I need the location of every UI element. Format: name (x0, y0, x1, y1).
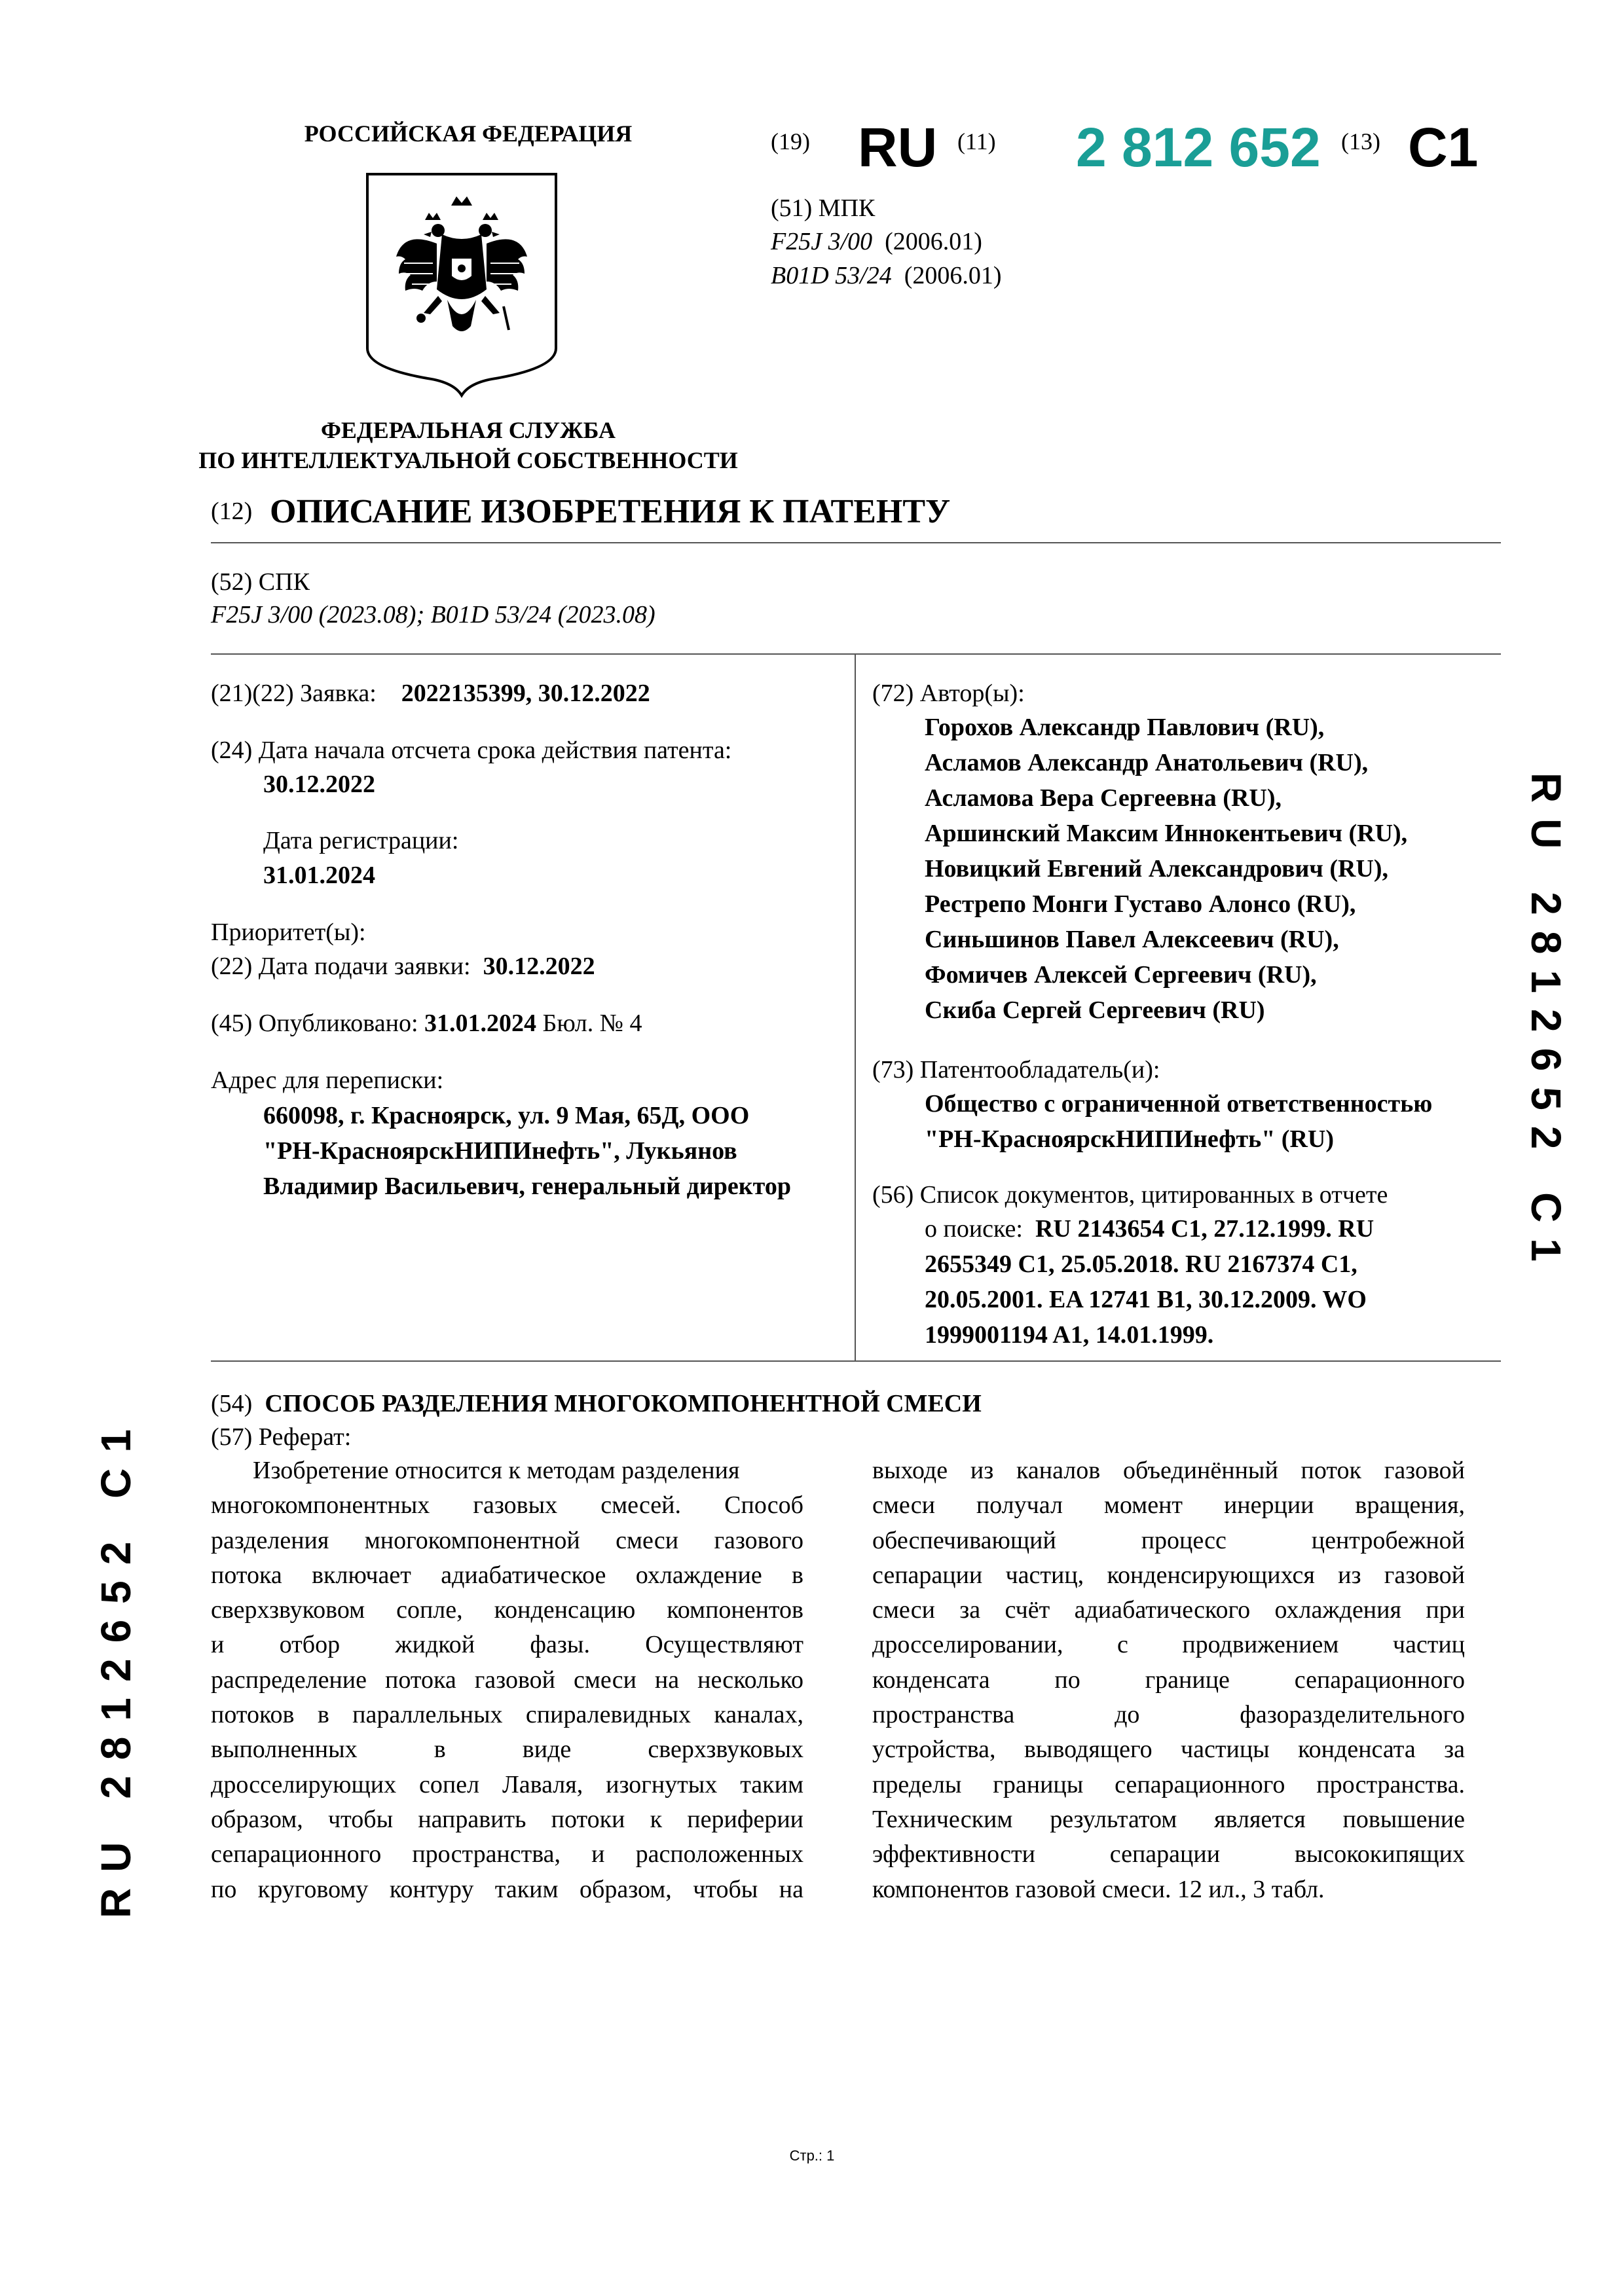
holder-line: Общество с ограниченной ответственностью (925, 1090, 1433, 1118)
holder-label: (73) Патентообладатель(и): (872, 1056, 1160, 1084)
doc-type-title: ОПИСАНИЕ ИЗОБРЕТЕНИЯ К ПАТЕНТУ (270, 493, 951, 530)
ipc-code: F25J 3/00 (771, 228, 873, 255)
cited-label: (56) Список документов, цитированных в отчете (872, 1181, 1388, 1209)
abstract-line: компонентов газовой смеси. 12 ил., 3 табл. (872, 1875, 1325, 1903)
filing-row (211, 949, 595, 984)
registration-label: Дата регистрации: (263, 827, 459, 854)
address-block (263, 1098, 791, 1204)
doc-type-code: (12) (211, 498, 253, 525)
column-divider (855, 653, 856, 1360)
author-item: Аршинский Максим Иннокентьевич (RU), (925, 820, 1408, 847)
invention-title: СПОСОБ РАЗДЕЛЕНИЯ МНОГОКОМПОНЕНТНОЙ СМЕСИ (265, 1390, 982, 1417)
abstract-line: образом, чтобы направить потоки к периферии (211, 1805, 803, 1833)
abstract-line: и отбор жидкой фазы. Осуществляют (211, 1631, 803, 1659)
published-value: 31.01.2024 (424, 1010, 537, 1037)
abstract-line: пределы границы сепарационного пространства. (872, 1770, 1465, 1798)
divider (211, 542, 1501, 543)
abstract-line: пространства до фазоразделительного (872, 1701, 1465, 1729)
cited-line: 1999001194 A1, 14.01.1999. (925, 1321, 1214, 1349)
abstract-line: смеси за счёт адиабатического охлаждения при (872, 1596, 1465, 1624)
side-label-right: RU 2812652 C1 (1522, 773, 1570, 1277)
kind-code: C1 (1408, 117, 1479, 178)
author-item: Рестрепо Монги Густаво Алонсо (RU), (925, 890, 1356, 918)
application-value: 2022135399, 30.12.2022 (401, 680, 650, 707)
holder-block (925, 1086, 1432, 1157)
bulletin: Бюл. № 4 (542, 1010, 642, 1037)
ipc-item (771, 258, 1002, 293)
term-start-value: 30.12.2022 (263, 771, 375, 798)
agency-line-1: ФЕДЕРАЛЬНАЯ СЛУЖБА (321, 417, 616, 443)
author-item: Горохов Александр Павлович (RU), (925, 714, 1325, 741)
author-item: Новицкий Евгений Александрович (RU), (925, 855, 1389, 883)
divider (211, 653, 1501, 655)
abstract-line: смеси получал момент инерции вращения, (872, 1491, 1465, 1520)
author-item: Асламов Александр Анатольевич (RU), (925, 749, 1369, 776)
cited-prefix: о поиске: (925, 1215, 1023, 1243)
term-start-label: (24) Дата начала отсчета срока действия патента: (211, 737, 732, 764)
ipc-label: (51) МПК (771, 194, 876, 222)
cited-text: RU 2143654 C1, 27.12.1999. RU (1035, 1215, 1375, 1243)
address-label: Адрес для переписки: (211, 1066, 444, 1094)
abstract-label: (57) Реферат: (211, 1423, 352, 1451)
holder-line: "РН-КрасноярскНИПИнефть" (RU) (925, 1125, 1334, 1153)
abstract-line: сепарации частиц, конденсирующихся из газовой (872, 1561, 1465, 1589)
application-row (211, 676, 650, 711)
title-code: (54) (211, 1390, 253, 1417)
published-label: (45) Опубликовано: (211, 1010, 418, 1037)
abstract-line: разделения многокомпонентной смеси газового (211, 1526, 803, 1554)
abstract-line: Техническим результатом является повышение (872, 1805, 1465, 1833)
author-item: Фомичев Алексей Сергеевич (RU), (925, 961, 1317, 989)
author-item: Синьшинов Павел Алексеевич (RU), (925, 926, 1339, 953)
divider (211, 1360, 1501, 1362)
author-item: Скиба Сергей Сергеевич (RU) (925, 996, 1265, 1024)
coat-of-arms-icon (365, 172, 559, 398)
abstract-line: выходе из каналов объединённый поток газовой (872, 1457, 1465, 1484)
abstract-line: потоков в параллельных спиралевидных каналах, (211, 1701, 803, 1729)
abstract-line: устройства, выводящего частицы конденсата за (872, 1736, 1465, 1764)
priority-label: Приоритет(ы): (211, 919, 366, 946)
published-row (211, 1006, 642, 1041)
page-number: Стр.: 1 (789, 2147, 835, 2164)
application-label: (21)(22) Заявка: (211, 680, 377, 707)
country-name: РОССИЙСКАЯ ФЕДЕРАЦИЯ (304, 120, 633, 147)
authors-label: (72) Автор(ы): (872, 680, 1025, 707)
cited-line: 20.05.2001. EA 12741 B1, 30.12.2009. WO (925, 1286, 1367, 1313)
code-11: (11) (957, 128, 996, 155)
abstract-line: сверхзвуковом сопле, конденсацию компонентов (211, 1596, 803, 1624)
abstract-line: конденсата по границе сепарационного (872, 1666, 1465, 1694)
ipc-code: B01D 53/24 (771, 262, 892, 289)
filing-value: 30.12.2022 (483, 953, 595, 980)
abstract-line: Изобретение относится к методам разделения (253, 1457, 740, 1484)
abstract-line: потока включает адиабатическое охлаждение в (211, 1561, 803, 1589)
abstract-line: распределение потока газовой смеси на несколько (211, 1666, 803, 1694)
code-13: (13) (1341, 128, 1380, 155)
agency-line-2: ПО ИНТЕЛЛЕКТУАЛЬНОЙ СОБСТВЕННОСТИ (198, 447, 738, 473)
abstract-line: сепарационного пространства, и расположенных (211, 1840, 803, 1868)
title-row (211, 1386, 982, 1421)
address-line: "РН-КрасноярскНИПИнефть", Лукьянов (263, 1137, 737, 1165)
cited-line (925, 1211, 1374, 1247)
authors-list (925, 710, 1407, 1028)
ipc-item (771, 224, 982, 259)
address-line: 660098, г. Красноярск, ул. 9 Мая, 65Д, ООО (263, 1102, 750, 1129)
filing-label: (22) Дата подачи заявки: (211, 953, 471, 980)
country-code: RU (858, 117, 938, 178)
code-19: (19) (771, 128, 810, 155)
author-item: Асламова Вера Сергеевна (RU), (925, 784, 1282, 812)
abstract-line: обеспечивающий процесс центробежной (872, 1526, 1465, 1554)
ipc-version: (2006.01) (904, 262, 1002, 289)
abstract-right-column (872, 1453, 1465, 1907)
abstract-line: по круговому контуру таким образом, чтобы на (211, 1875, 803, 1903)
abstract-line: многокомпонентных газовых смесей. Способ (211, 1491, 803, 1520)
abstract-line: дросселирующих сопел Лаваля, изогнутых таким (211, 1770, 803, 1798)
abstract-line: выполненных в виде сверхзвуковых (211, 1736, 803, 1764)
address-line: Владимир Васильевич, генеральный директор (263, 1173, 791, 1200)
abstract-line: эффективности сепарации высококипящих (872, 1840, 1465, 1868)
ipc-version: (2006.01) (885, 228, 982, 255)
agency-name (177, 415, 760, 475)
patent-number: 2 812 652 (1076, 117, 1321, 178)
cited-block (925, 1211, 1374, 1353)
abstract-line: дросселировании, с продвижением частиц (872, 1631, 1465, 1659)
abstract-left-column (211, 1453, 803, 1907)
cited-line: 2655349 C1, 25.05.2018. RU 2167374 C1, (925, 1250, 1357, 1278)
registration-value: 31.01.2024 (263, 862, 375, 889)
side-label-left: RU 2812652 C1 (92, 1413, 139, 1918)
cpc-value: F25J 3/00 (2023.08); B01D 53/24 (2023.08) (211, 601, 655, 629)
cpc-label: (52) СПК (211, 568, 310, 596)
